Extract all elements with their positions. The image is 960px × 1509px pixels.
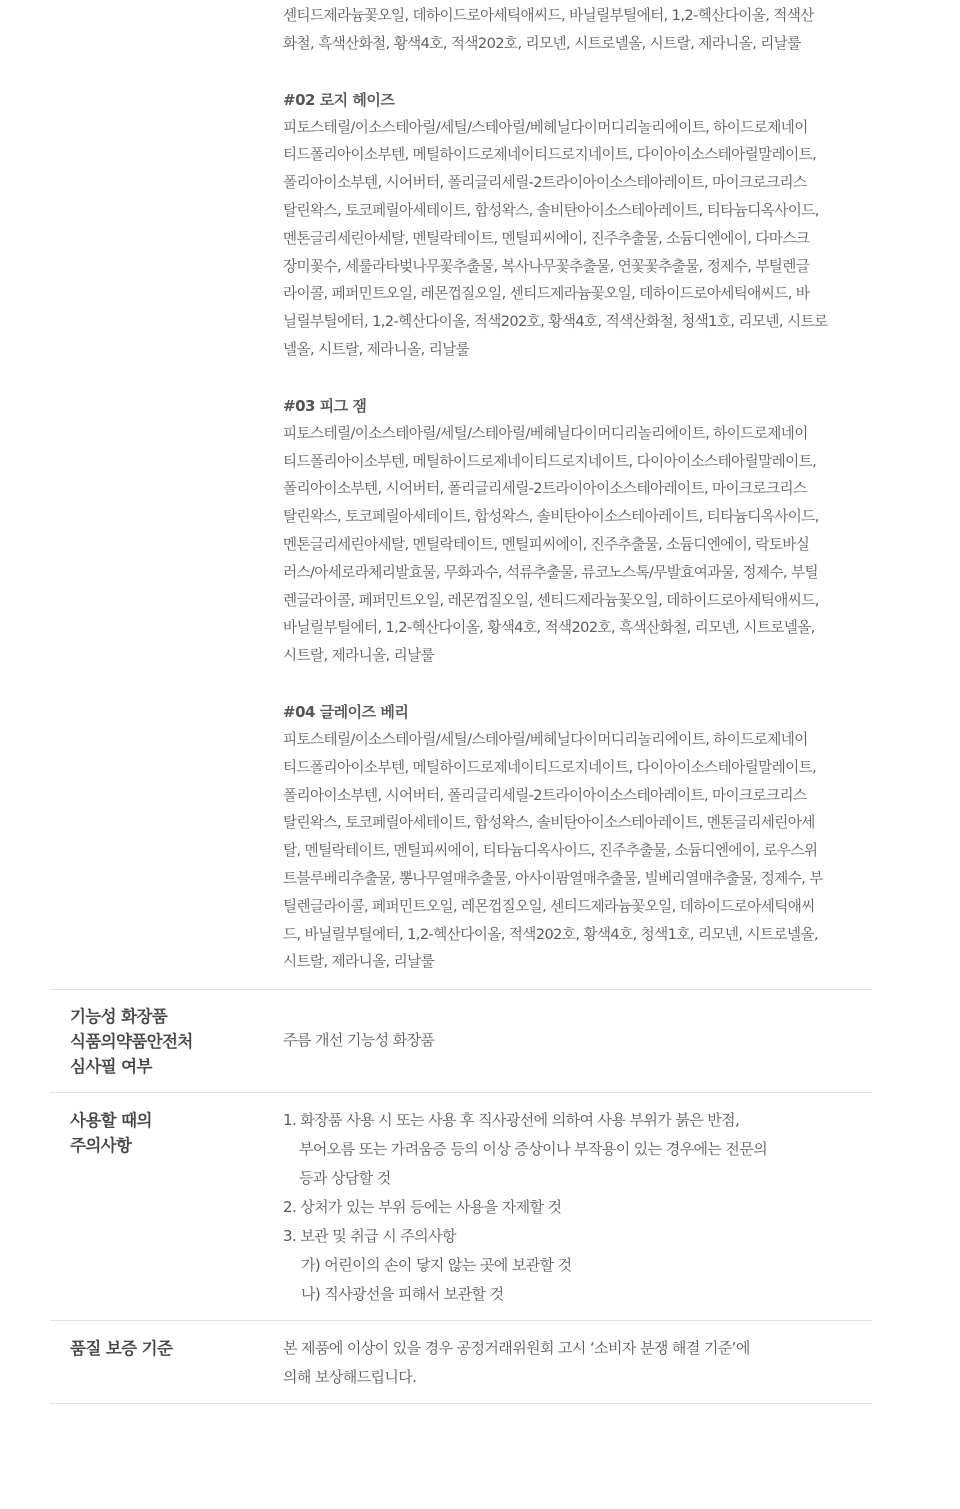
ingredient-line: 화철, 흑색산화철, 황색4호, 적색202호, 리모넨, 시트로넬올, 시트랄, 제라니올, 리날룰 [283, 34, 801, 52]
shade-block-04 [283, 698, 875, 976]
info-row-functional [50, 989, 872, 1093]
row-label: 사용할 때의 주의사항 [70, 1111, 152, 1155]
caution-list [283, 1106, 863, 1309]
ingredient-line: 센티드제라늄꽃오일, 데하이드로아세틱애씨드, 바닐릴부틸에터, 1,2-헥산다이올, 적색산 [283, 7, 814, 24]
shade-block-03 [283, 392, 875, 670]
ingredient-line: 탈린왁스, 토코페릴아세테이트, 합성왁스, 솔비탄아이소스테아레이트, 티타늄디옥사이드, [283, 201, 819, 219]
ingredient-line: 시트랄, 제라니올, 리날룰 [283, 647, 435, 665]
quality-line: 본 제품에 이상이 있을 경우 공정거래위원회 고시 ‘소비자 분쟁 해결 기준’에 [283, 1339, 750, 1357]
shade-ingredients [283, 114, 875, 364]
ingredient-line: 멘톤글리세린아세탈, 멘틸락테이트, 멘틸피씨에이, 진주추출물, 소듐디엔에이, 락토바실 [283, 535, 810, 553]
ingredients-lead [283, 2, 875, 58]
row-label: 기능성 화장품 식품의약품안전처 심사필 여부 [70, 1007, 193, 1076]
ingredient-line: 피토스테릴/이소스테아릴/세틸/스테아릴/베헤닐다이머디리놀리에이트, 하이드로제네이 [283, 730, 808, 748]
ingredient-line: 폴리아이소부텐, 시어버터, 폴리글리세릴-2트라이아이소스테아레이트, 마이크로크리스 [283, 786, 807, 804]
ingredient-line: 트블루베리추출물, 뽕나무열매추출물, 아사이팜열매추출물, 빌베리열매추출물, 정제수, 부 [283, 869, 823, 887]
ingredient-line: 탈린왁스, 토코페릴아세테이트, 합성왁스, 솔비탄아이소스테아레이트, 티타늄디옥사이드, [283, 508, 819, 526]
ingredient-line: 넬올, 시트랄, 제라니올, 리날룰 [283, 340, 470, 358]
ingredient-line: 틸렌글라이콜, 페퍼민트오일, 레몬껍질오일, 센티드제라늄꽃오일, 데하이드로아세틱애씨 [283, 897, 815, 915]
caution-item: 3. 보관 및 취급 시 주의사항 [283, 1227, 456, 1245]
ingredient-line: 바닐릴부틸에터, 1,2-헥산다이올, 황색4호, 적색202호, 흑색산화철, 리모넨, 시트로넬올, [283, 619, 815, 637]
ingredient-line: 탈린왁스, 토코페릴아세테이트, 합성왁스, 솔비탄아이소스테아레이트, 멘톤글리세린아세 [283, 814, 815, 832]
ingredient-line: 피토스테릴/이소스테아릴/세틸/스테아릴/베헤닐다이머디리놀리에이트, 하이드로제네이 [283, 118, 808, 136]
ingredient-line: 탈, 멘틸락테이트, 멘틸피씨에이, 티타늄디옥사이드, 진주추출물, 소듐디엔에이, 로우스위 [283, 842, 818, 860]
shade-title: #02 로지 헤이즈 [283, 90, 395, 109]
quality-line: 의해 보상해드립니다. [283, 1368, 417, 1386]
ingredient-line: 드, 바닐릴부틸에터, 1,2-헥산다이올, 적색202호, 황색4호, 청색1호, 리모넨, 시트로넬올, [283, 925, 819, 943]
ingredient-line: 닐릴부틸에터, 1,2-헥산다이올, 적색202호, 황색4호, 적색산화철, 청색1호, 리모넨, 시트로 [283, 313, 828, 331]
shade-ingredients [283, 420, 875, 670]
ingredient-line: 장미꽃수, 세룰라타벚나무꽃추출물, 복사나무꽃추출물, 연꽃꽃추출물, 정제수, 부틸렌글 [283, 257, 810, 275]
caution-item: 2. 상처가 있는 부위 등에는 사용을 자제할 것 [283, 1198, 562, 1216]
caution-subitem: 가) 어린이의 손이 닿지 않는 곳에 보관할 것 [301, 1256, 572, 1274]
shade-title: #03 피그 잼 [283, 396, 367, 415]
row-label: 품질 보증 기준 [70, 1339, 173, 1358]
shade-ingredients [283, 726, 875, 976]
caution-item: 등과 상담할 것 [299, 1169, 391, 1187]
ingredients-section [283, 2, 875, 976]
row-value: 주름 개선 기능성 화장품 [283, 1031, 435, 1049]
ingredient-line: 라이콜, 페퍼민트오일, 레몬껍질오일, 센티드제라늄꽃오일, 데하이드로아세틱애씨드, 바 [283, 285, 810, 303]
ingredient-line: 티드폴리아이소부텐, 메틸하이드로제네이티드로지네이트, 다이아이소스테아릴말레이트, [283, 146, 817, 164]
row-value [283, 1334, 863, 1392]
ingredient-line: 멘톤글리세린아세탈, 멘틸락테이트, 멘틸피씨에이, 진주추출물, 소듐디엔에이, 다마스크 [283, 229, 810, 247]
ingredient-line: 폴리아이소부텐, 시어버터, 폴리글리세릴-2트라이아이소스테아레이트, 마이크로크리스 [283, 174, 807, 192]
shade-title: #04 글레이즈 베리 [283, 702, 409, 721]
info-row-quality [50, 1320, 872, 1404]
ingredient-line: 티드폴리아이소부텐, 메틸하이드로제네이티드로지네이트, 다이아이소스테아릴말레이트, [283, 758, 817, 776]
ingredient-line: 티드폴리아이소부텐, 메틸하이드로제네이티드로지네이트, 다이아이소스테아릴말레이트, [283, 452, 817, 470]
ingredient-line: 러스/아세로라체리발효물, 무화과수, 석류추출물, 류코노스톡/무발효여과물, 정제수, 부틸 [283, 563, 818, 581]
caution-subitem: 나) 직사광선을 피해서 보관할 것 [301, 1285, 504, 1303]
ingredient-line: 시트랄, 제라니올, 리날룰 [283, 953, 435, 971]
table-bottom-divider [50, 1403, 872, 1404]
shade-block-02 [283, 86, 875, 364]
ingredient-line: 폴리아이소부텐, 시어버터, 폴리글리세릴-2트라이아이소스테아레이트, 마이크로크리스 [283, 480, 807, 498]
ingredient-line: 렌글라이콜, 페퍼민트오일, 레몬껍질오일, 센티드제라늄꽃오일, 데하이드로아세틱애씨드, [283, 591, 819, 609]
caution-item: 1. 화장품 사용 시 또는 사용 후 직사광선에 의하여 사용 부위가 붉은 반점, [283, 1111, 740, 1129]
ingredient-line: 피토스테릴/이소스테아릴/세틸/스테아릴/베헤닐다이머디리놀리에이트, 하이드로제네이 [283, 424, 808, 442]
caution-item: 부어오름 또는 가려움증 등의 이상 증상이나 부작용이 있는 경우에는 전문의 [299, 1140, 768, 1158]
info-row-caution [50, 1092, 872, 1321]
